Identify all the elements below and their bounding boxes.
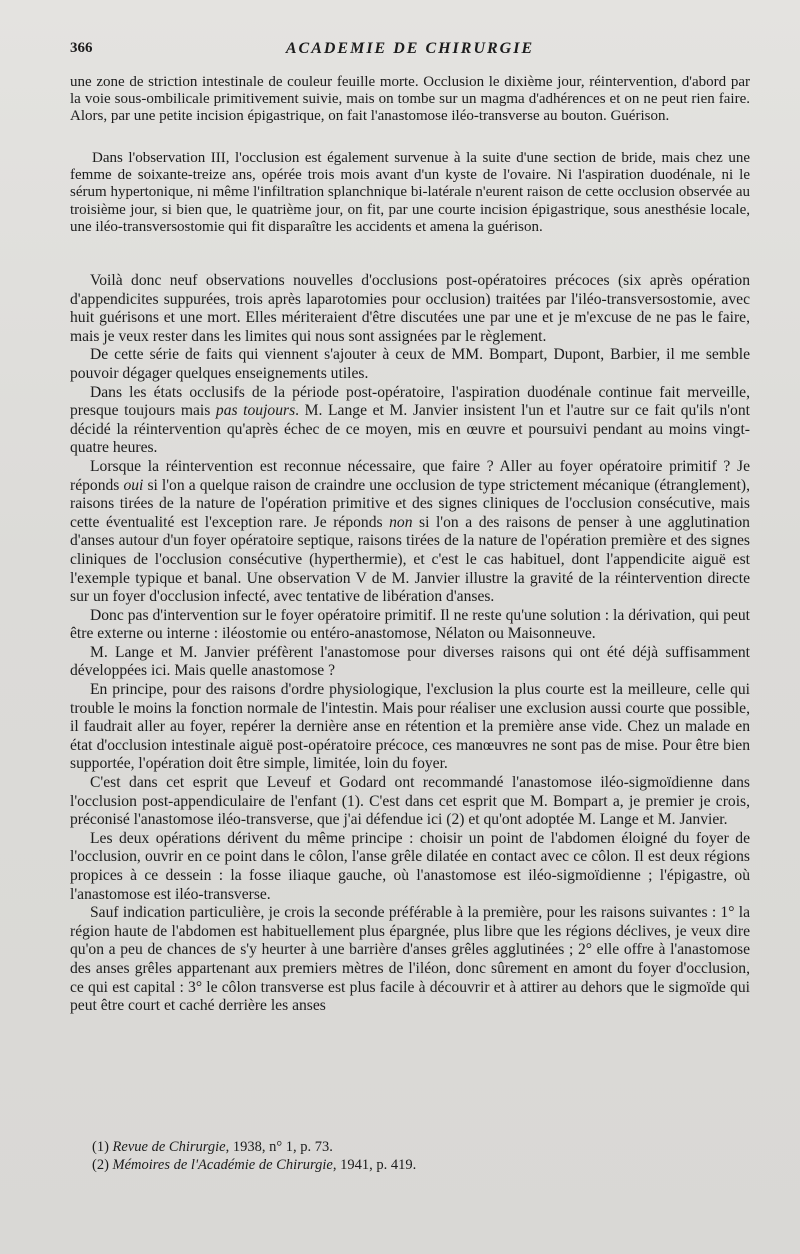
text-run: Dans les états occlusifs de la période post-opératoire, l'aspiration duodénale continue fait merveille, presque toujours mais bbox=[70, 383, 750, 420]
footnote-rest: , 1941, p. 419. bbox=[332, 1157, 417, 1173]
emphasis: oui bbox=[123, 476, 144, 494]
paragraph: Dans l'observation III, l'occlusion est également survenue à la suite d'une section de bride, mais chez une femme de soixante-treize ans, opérée trois mois avant d'un kyste de l'ovaire. Ni l'aspiration duodénale, ni le sérum hypertonique, ni même l'infiltration splanchnique bi-latérale n'eurent raison de cette occlusion observée au troisième jour, si bien que, le quatrième jour, on fit, par une courte incision épigastrique, sous anesthésie locale, une iléo-transversostomie qui fit disparaître les accidents et amena la guérison. bbox=[70, 150, 750, 235]
paragraph bbox=[70, 384, 750, 458]
footnotes bbox=[92, 1138, 732, 1174]
text-run: . M. Lange et M. Janvier insistent l'un et l'autre sur ce fait qu'ils n'ont décidé la réintervention qu'après échec de ce moyen, mis en œuvre et poursuivi pendant au moins vingt-quatre heures. bbox=[70, 402, 750, 457]
footnote-marker: (1) bbox=[92, 1139, 113, 1155]
main-text bbox=[70, 272, 750, 1016]
page-number: 366 bbox=[70, 40, 93, 56]
text-run: Lorsque la réintervention est reconnue nécessaire, que faire ? Aller au foyer opératoire primitif ? Je réponds bbox=[70, 457, 750, 494]
observation-three bbox=[70, 150, 750, 236]
paragraph: Sauf indication particulière, je crois la seconde préférable à la première, pour les raisons suivantes : 1° la région haute de l'abdomen est habituellement plus épargnée, plus libre que les régions déclives, je veux dire qu'on a peu de chances de s'y heurter à une barrière d'anses grêles agglutinées ; 2° elle offre à l'anastomose des anses grêles appartenant aux premiers mètres de l'iléon, donc sûrement en amont du foyer d'occlusion, ce qui est capital : 3° le côlon transverse est plus facile à découvrir et à attirer au dehors que le sigmoïde qui peut être court et caché derrière les anses bbox=[70, 904, 750, 1015]
page-header bbox=[70, 40, 750, 62]
footnote-rest: , 1938, n° 1, p. 73. bbox=[225, 1139, 333, 1155]
paragraph: En principe, pour des raisons d'ordre physiologique, l'exclusion la plus courte est la meilleure, celle qui trouble le moins la fonction normale de l'intestin. Mais pour réaliser une exclusion aussi courte que possible, il faudrait aller au foyer, repérer la dernière anse en rétention et la première anse vide. Chez un malade en état d'occlusion intestinale aiguë post-opératoire précoce, ces manœuvres ne sont pas de mise. Pour être bien supportée, l'opération doit être simple, limitée, loin du foyer. bbox=[70, 681, 750, 773]
paragraph: Les deux opérations dérivent du même principe : choisir un point de l'abdomen éloigné du foyer de l'occlusion, ouvrir en ce point dans le côlon, l'anse grêle dilatée en contact avec ce côlon. Il est deux régions propices à ce dessein : la fosse iliaque gauche, où l'anastomose est iléo-sigmoïdienne ; l'épigastre, où l'anastomose est iléo-transverse. bbox=[70, 829, 750, 903]
paragraph: M. Lange et M. Janvier préfèrent l'anastomose pour diverses raisons qui ont été déjà suffisamment développées ici. Mais quelle anastomose ? bbox=[70, 643, 750, 680]
footnote-1 bbox=[92, 1138, 732, 1156]
paragraph: Voilà donc neuf observations nouvelles d'occlusions post-opératoires précoces (six après opération d'appendicites suppurées, trois après laparotomies pour occlusion) traitées par l'iléo-transversostomie, avec huit guérisons et une mort. Elles mériteraient d'être discutées une par une et je m'excuse de ne pas le faire, mais je veux rester dans les limites qui nous sont assignées par le règlement. bbox=[70, 272, 750, 345]
case-continuation bbox=[70, 74, 750, 126]
footnote-2 bbox=[92, 1156, 732, 1174]
footnote-title: Revue de Chirurgie bbox=[112, 1139, 226, 1155]
paragraph: De cette série de faits qui viennent s'ajouter à ceux de MM. Bompart, Dupont, Barbier, il me semble pouvoir dégager quelques enseignements utiles. bbox=[70, 346, 750, 382]
footnote-title: Mémoires de l'Académie de Chirurgie bbox=[112, 1157, 333, 1173]
emphasis: non bbox=[389, 513, 413, 531]
paragraph bbox=[70, 458, 750, 607]
paragraph: C'est dans cet esprit que Leveuf et Godard ont recommandé l'anastomose iléo-sigmoïdienne dans l'occlusion post-appendiculaire de l'enfant (1). C'est dans cet esprit que M. Bompart a, je premier je crois, préconisé l'anastomose iléo-transverse, que j'ai défendue ici (2) et qu'ont adoptée M. Lange et M. Janvier. bbox=[70, 774, 750, 829]
text-run: si l'on a quelque raison de craindre une occlusion de type strictement mécanique (étranglement), raisons tirées de la nature de l'opération primitive et des signes cliniques de l'occlusion consécutive, mais cette éventualité est l'exception rare. Je réponds bbox=[70, 476, 750, 531]
paragraph: une zone de striction intestinale de couleur feuille morte. Occlusion le dixième jour, réintervention, d'abord par la voie sous-ombilicale primitivement suivie, mais on tombe sur un magma d'adhérences et on ne peut rien faire. Alors, par une petite incision épigastrique, on fait l'anastomose iléo-transverse au bouton. Guérison. bbox=[70, 74, 750, 125]
text-run: si l'on a des raisons de penser à une agglutination d'anses autour d'un foyer opératoire septique, raisons tirées de la nature de l'opération première et des signes cliniques de l'occlusion consécutive (hyperthermie), et c'est le cas habituel, dont l'appendicite aiguë est l'exemple typique et banal. Une observation V de M. Janvier illustre la gravité de la réintervention directe sur un foyer d'occlusion infecté, avec tentative de libération d'anses. bbox=[70, 513, 750, 606]
paragraph: Donc pas d'intervention sur le foyer opératoire primitif. Il ne reste qu'une solution : la dérivation, qui peut être externe ou interne : iléostomie ou entéro-anastomose, Nélaton ou Maisonneuve. bbox=[70, 606, 750, 643]
footnote-marker: (2) bbox=[92, 1157, 113, 1173]
running-title: ACADEMIE DE CHIRURGIE bbox=[285, 40, 535, 57]
emphasis: pas toujours bbox=[215, 402, 296, 420]
